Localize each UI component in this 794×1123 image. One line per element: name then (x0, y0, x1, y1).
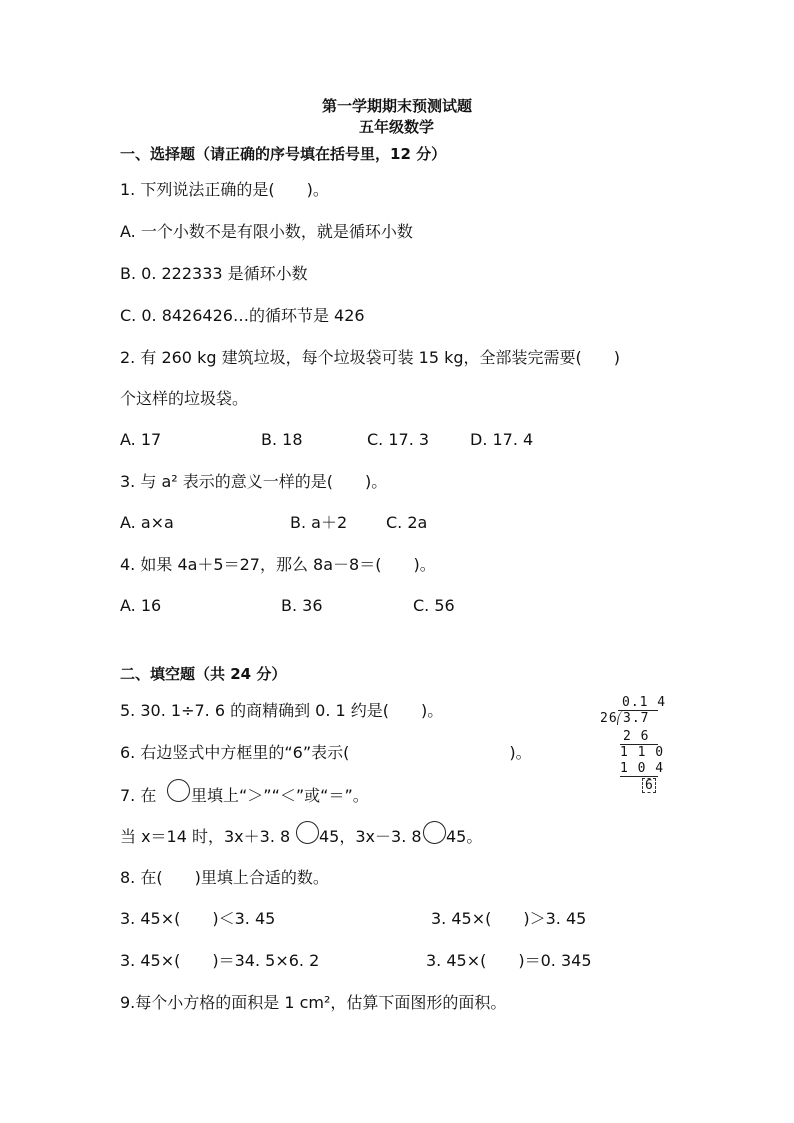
q3-option-b: B. a＋2 (290, 513, 348, 532)
long-division (598, 696, 668, 802)
q7-line2-part2: 45，3x－3. 8 (319, 827, 422, 846)
q5-stem: 5. 30. 1÷7. 6 的商精确到 0. 1 约是( )。 (120, 701, 444, 720)
division-step2: 1 1 0 (620, 745, 665, 760)
compare-circle[interactable] (167, 779, 190, 802)
section2-heading: 二、填空题（共 24 分） (120, 665, 287, 683)
division-step-line (620, 776, 658, 777)
q2-stem-line2: 个这样的垃圾袋。 (120, 389, 249, 408)
q2-option-a: A. 17 (120, 430, 162, 449)
q2-option-c: C. 17. 3 (367, 430, 430, 449)
q4-option-b: B. 36 (281, 596, 323, 615)
division-remainder-box: 6 (642, 778, 656, 793)
q7-line2-part1: 当 x＝14 时，3x＋3. 8 (120, 827, 291, 846)
q8-stem: 8. 在( )里填上合适的数。 (120, 868, 329, 887)
q8-item: 3. 45×( )＝0. 345 (426, 951, 592, 970)
compare-circle[interactable] (296, 821, 319, 844)
q7-prefix: 7. 在 (120, 786, 157, 805)
division-divisor: 26 (600, 711, 618, 726)
division-step1: 2 6 (623, 729, 650, 744)
q8-item: 3. 45×( )＞3. 45 (431, 909, 587, 928)
page-title: 第一学期期末预测试题 (322, 97, 473, 115)
compare-circle[interactable] (423, 821, 446, 844)
q3-option-a: A. a×a (120, 513, 174, 532)
q2-stem-line1: 2. 有 260 kg 建筑垃圾，每个垃圾袋可装 15 kg，全部装完需要( ) (120, 348, 621, 367)
division-dividend: 3.7 (623, 711, 650, 726)
q6-stem: 6. 右边竖式中方框里的“6”表示( )。 (120, 743, 532, 762)
q4-option-c: C. 56 (413, 596, 455, 615)
q1-option-b: B. 0. 222333 是循环小数 (120, 264, 308, 283)
division-step3: 1 0 4 (620, 761, 665, 776)
q2-option-b: B. 18 (261, 430, 303, 449)
q2-option-d: D. 17. 4 (470, 430, 534, 449)
q9-stem: 9.每个小方格的面积是 1 cm²，估算下面图形的面积。 (120, 993, 507, 1012)
q7-suffix: 里填上“＞”“＜”或“＝”。 (191, 786, 369, 805)
q3-stem: 3. 与 a² 表示的意义一样的是( )。 (120, 472, 388, 491)
q1-option-c: C. 0. 8426426…的循环节是 426 (120, 306, 365, 325)
q4-option-a: A. 16 (120, 596, 162, 615)
division-quotient: 0.1 4 (622, 695, 667, 710)
q8-item: 3. 45×( )＜3. 45 (120, 909, 276, 928)
section1-heading: 一、选择题（请正确的序号填在括号里，12 分） (120, 145, 447, 163)
q3-option-c: C. 2a (386, 513, 428, 532)
q7-line2-part3: 45。 (446, 827, 483, 846)
q1-option-a: A. 一个小数不是有限小数，就是循环小数 (120, 222, 413, 241)
q4-stem: 4. 如果 4a＋5＝27，那么 8a－8＝( )。 (120, 555, 436, 574)
q1-stem: 1. 下列说法正确的是( )。 (120, 180, 329, 199)
q8-item: 3. 45×( )＝34. 5×6. 2 (120, 951, 320, 970)
page-subtitle: 五年级数学 (359, 118, 435, 136)
